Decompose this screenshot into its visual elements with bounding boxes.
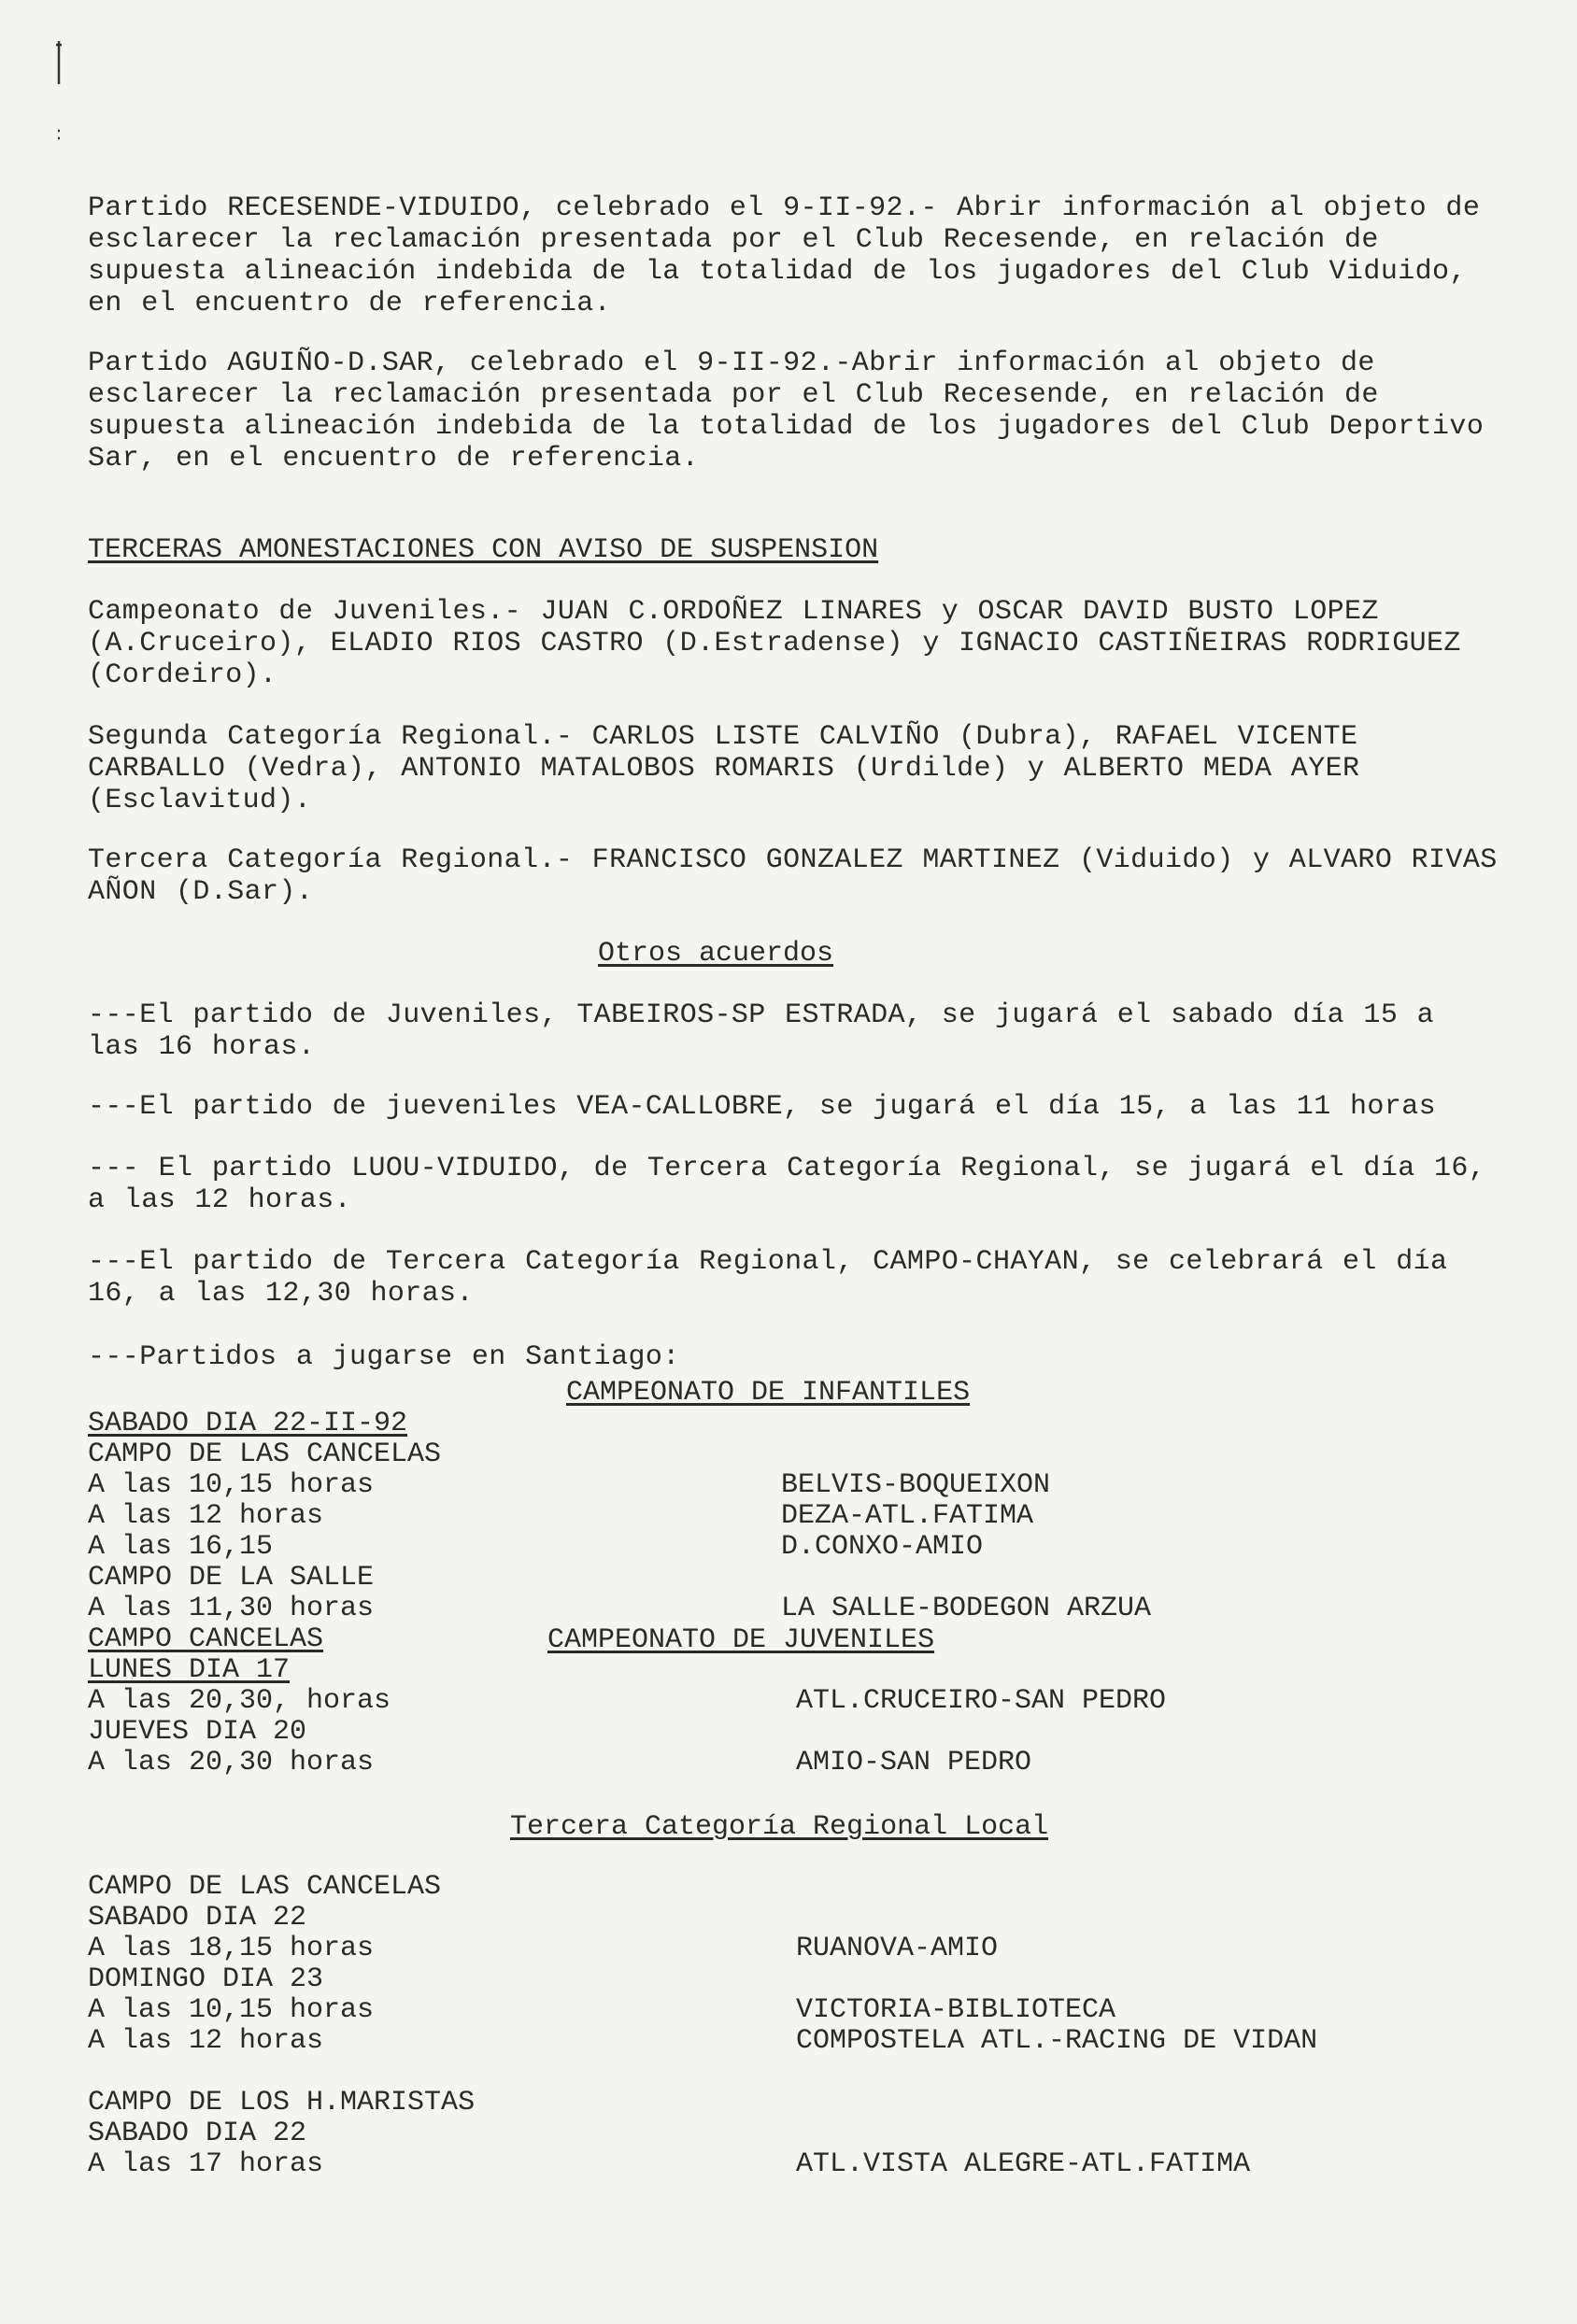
schedule-time: A las 17 horas — [88, 2148, 324, 2180]
schedule-match: VICTORIA-BIBLIOTECA — [796, 1994, 1116, 2026]
schedule-time: A las 10,15 horas — [88, 1994, 375, 2026]
schedule-match: COMPOSTELA ATL.-RACING DE VIDAN — [796, 2025, 1318, 2057]
paragraph-recesende-viduido: Partido RECESENDE-VIDUIDO, celebrado el 9-II-92.- Abrir información al objeto de esclarecer la reclamación presentada por el Club Recesende, en relación de supuesta alineación indebida de la totalidad de los jugadores del Club Viduido, en el encuentro de referencia. — [88, 192, 1481, 319]
schedule-day: SABADO DIA 22-II-92 — [88, 1408, 408, 1439]
schedule-time: A las 16,15 — [88, 1531, 274, 1563]
schedule-block1-left — [88, 1409, 441, 1778]
schedule-match: DEZA-ATL.FATIMA — [781, 1500, 1034, 1532]
schedule-time: A las 18,15 horas — [88, 1933, 375, 1964]
schedule-venue: CAMPO CANCELAS — [88, 1623, 324, 1655]
schedule-day: SABADO DIA 22 — [88, 2118, 307, 2149]
paragraph-campo-chayan: ---El partido de Tercera Categoría Regional, CAMPO-CHAYAN, se celebrará el día 16, a las 12,30 horas. — [88, 1246, 1448, 1310]
paragraph-segunda-categoria: Segunda Categoría Regional.- CARLOS LISTE CALVIÑO (Dubra), RAFAEL VICENTE CARBALLO (Vedra), ANTONIO MATALOBOS ROMARIS (Urdilde) y ALBERTO MEDA AYER (Esclavitud). — [88, 721, 1360, 816]
paragraph-juveniles-amonestaciones: Campeonato de Juveniles.- JUAN C.ORDOÑEZ LINARES y OSCAR DAVID BUSTO LOPEZ (A.Cruceiro), ELADIO RIOS CASTRO (D.Estradense) y IGNACIO CASTIÑEIRAS RODRIGUEZ (Cordeiro). — [88, 596, 1461, 691]
schedule-match: AMIO-SAN PEDRO — [796, 1747, 1032, 1778]
margin-mark — [54, 37, 64, 140]
paragraph-luou-viduido: --- El partido LUOU-VIDUIDO, de Tercera Categoría Regional, se jugará el día 16, a las 12 horas. — [88, 1153, 1486, 1216]
paragraph-tabeiros-estrada: ---El partido de Juveniles, TABEIROS-SP ESTRADA, se jugará el sabado día 15 a las 16 horas. — [88, 999, 1435, 1063]
schedule-time: A las 10,15 horas — [88, 1469, 375, 1501]
schedule-day: JUEVES DIA 20 — [88, 1716, 307, 1748]
heading-campeonato-infantiles: CAMPEONATO DE INFANTILES — [566, 1377, 971, 1409]
paragraph-partidos-santiago: ---Partidos a jugarse en Santiago: — [88, 1341, 680, 1373]
schedule-venue: CAMPO DE LOS H.MARISTAS — [88, 2087, 476, 2119]
schedule-time: A las 11,30 horas — [88, 1593, 375, 1624]
heading-campeonato-juveniles: CAMPEONATO DE JUVENILES — [547, 1624, 935, 1656]
schedule-match: RUANOVA-AMIO — [796, 1933, 999, 1964]
schedule-match: ATL.VISTA ALEGRE-ATL.FATIMA — [796, 2148, 1251, 2180]
schedule-time: A las 12 horas — [88, 1500, 324, 1532]
schedule-venue: CAMPO DE LAS CANCELAS — [88, 1438, 442, 1470]
paragraph-vea-callobre: ---El partido de jueveniles VEA-CALLOBRE, se jugará el día 15, a las 11 horas — [88, 1091, 1437, 1123]
schedule-match: BELVIS-BOQUEIXON — [781, 1469, 1051, 1501]
schedule-match: LA SALLE-BODEGON ARZUA — [781, 1593, 1152, 1624]
schedule-day: SABADO DIA 22 — [88, 1902, 307, 1934]
schedule-match: D.CONXO-AMIO — [781, 1531, 984, 1563]
schedule-time: A las 12 horas — [88, 2025, 324, 2057]
paragraph-tercera-categoria: Tercera Categoría Regional.- FRANCISCO GONZALEZ MARTINEZ (Viduido) y ALVARO RIVAS AÑON (D.Sar). — [88, 844, 1498, 908]
schedule-venue: CAMPO DE LAS CANCELAS — [88, 1871, 442, 1903]
heading-otros-acuerdos: Otros acuerdos — [598, 938, 834, 970]
heading-amonestaciones: TERCERAS AMONESTACIONES CON AVISO DE SUSPENSION — [88, 534, 879, 566]
schedule-match: ATL.CRUCEIRO-SAN PEDRO — [796, 1685, 1167, 1717]
schedule-block2-left — [88, 1872, 475, 2180]
paragraph-aguino-dsar: Partido AGUIÑO-D.SAR, celebrado el 9-II-92.-Abrir información al objeto de esclarecer la reclamación presentada por el Club Recesende, en relación de supuesta alineación indebida de la totalidad de los jugadores del Club Deportivo Sar, en el encuentro de referencia. — [88, 347, 1485, 475]
schedule-gap — [88, 2057, 475, 2088]
schedule-venue: CAMPO DE LA SALLE — [88, 1562, 375, 1594]
schedule-time: A las 20,30, horas — [88, 1685, 391, 1717]
schedule-day: LUNES DIA 17 — [88, 1654, 291, 1686]
schedule-time: A las 20,30 horas — [88, 1747, 375, 1778]
heading-tercera-regional-local: Tercera Categoría Regional Local — [510, 1811, 1049, 1843]
schedule-day: DOMINGO DIA 23 — [88, 1963, 324, 1995]
